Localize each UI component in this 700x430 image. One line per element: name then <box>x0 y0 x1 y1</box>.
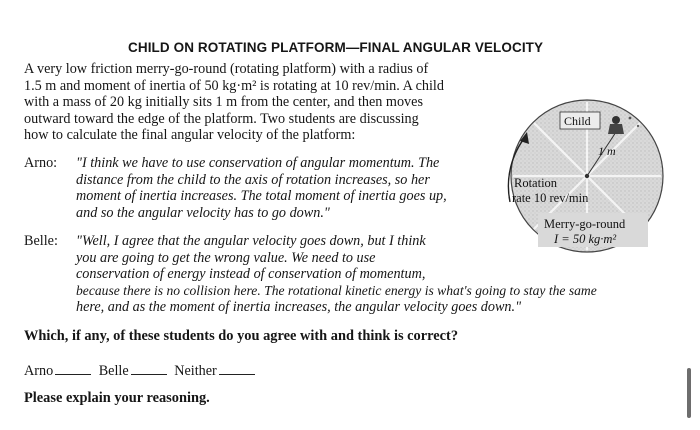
explain-prompt: Please explain your reasoning. <box>24 390 210 406</box>
question-prompt: Which, if any, of these students do you agree with and think is correct? <box>24 328 459 344</box>
answer-arno-label: Arno <box>24 363 54 379</box>
intro-line: A very low friction merry-go-round (rotating platform) with a radius of <box>24 61 429 77</box>
belle-quote-line: conservation of energy instead of conservation of momentum, <box>76 266 426 283</box>
arno-quote-line: distance from the child to the axis of rotation increases, so her <box>76 171 430 188</box>
answer-neither-label: Neither <box>174 363 217 379</box>
arno-quote-line: moment of inertia increases. The total moment of inertia goes up, <box>76 188 447 205</box>
intro-line: with a mass of 20 kg initially sits 1 m from the center, and then moves <box>24 94 423 111</box>
belle-quote-line: you are going to get the wrong value. We need to use <box>76 249 376 266</box>
intro-paragraph <box>24 61 494 144</box>
intro-line: 1.5 m and moment of inertia of 50 kg·m² is rotating at 10 rev/min. A child <box>24 77 444 94</box>
rate-label: rate 10 rev/min <box>512 191 589 205</box>
answer-neither-blank[interactable] <box>219 374 255 375</box>
scrollbar-thumb[interactable] <box>687 368 691 418</box>
answer-belle-blank[interactable] <box>131 374 167 375</box>
rotation-label: Rotation <box>514 176 558 190</box>
belle-quote-line: "Well, I agree that the angular velocity goes down, but I think <box>76 233 426 249</box>
inertia-label: I = 50 kg·m² <box>554 232 617 246</box>
page-title: CHILD ON ROTATING PLATFORM—FINAL ANGULAR VELOCITY <box>128 40 544 55</box>
platform-label: Merry-go-round <box>544 217 626 231</box>
center-pivot <box>585 174 589 178</box>
merry-go-round-diagram <box>492 98 682 258</box>
arno-quote <box>76 155 447 221</box>
arno-quote-line: and so the angular velocity has to go down." <box>76 204 330 221</box>
belle-speaker: Belle: <box>24 233 58 249</box>
belle-quote-line: because there is no collision here. The rotational kinetic energy is what's going to stay the same <box>76 282 597 298</box>
intro-line: outward toward the edge of the platform. Two students are discussing <box>24 110 419 127</box>
intro-line: how to calculate the final angular velocity of the platform: <box>24 127 356 144</box>
arno-speaker: Arno: <box>24 155 58 171</box>
belle-quote-line: here, and as the moment of inertia increases, the angular velocity goes down." <box>76 299 522 316</box>
answer-choices <box>24 363 259 380</box>
answer-arno-blank[interactable] <box>55 374 91 375</box>
answer-belle-label: Belle <box>98 363 129 379</box>
child-label: Child <box>564 114 591 128</box>
distance-label: 1 m <box>598 144 616 158</box>
arno-quote-line: "I think we have to use conservation of angular momentum. The <box>76 155 440 171</box>
